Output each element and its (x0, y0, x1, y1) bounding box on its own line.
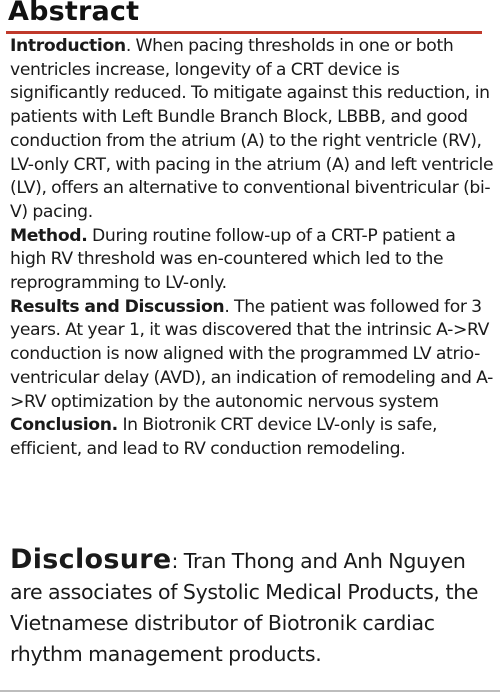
conclusion-label: Conclusion. (10, 415, 118, 436)
results-text: . The patient was followed for 3 years. At year 1, it was discovered that the intrinsic A->RV conduction is now aligned with the programmed LV atrio-ventricular delay (AVD), an indication of remodeling and A->RV optimization by the autonomic nervous system (10, 296, 494, 412)
disclosure-label: Disclosure (10, 544, 172, 575)
conclusion-text: In Biotronik CRT device LV-only is safe, efficient, and lead to RV conduction remodeling. (10, 415, 438, 459)
disclosure-text: Tran Thong and Anh Nguyen are associates of Systolic Medical Products, the Vietnamese distributor of Biotronik cardiac rhythm management products. (10, 549, 479, 666)
results-paragraph (10, 296, 496, 415)
disclosure-separator: : (171, 549, 184, 573)
disclosure-paragraph (10, 544, 498, 670)
results-label: Results and Discussion (10, 296, 225, 317)
abstract-heading: Abstract (8, 0, 140, 27)
method-text: During routine follow-up of a CRT-P patient a high RV threshold was en-countered which led to the reprogramming to LV-only. (10, 225, 456, 294)
introduction-label: Introduction (10, 36, 126, 56)
abstract-body (10, 35, 496, 462)
introduction-paragraph (10, 35, 496, 225)
conclusion-paragraph (10, 414, 496, 461)
method-label: Method. (10, 225, 88, 246)
heading-divider (6, 31, 482, 34)
method-paragraph (10, 225, 496, 296)
introduction-text: . When pacing thresholds in one or both ventricles increase, longevity of a CRT device is significantly reduced. To mitigate against this reduction, in patients with Left Bundle Branch Block, LBBB, and good conduction from the atrium (A) to the right ventricle (RV), LV-only CRT, with pacing in the atrium (A) and left ventricle (LV), offers an alternative to conventional biventricular (bi-V) pacing. (10, 36, 494, 222)
